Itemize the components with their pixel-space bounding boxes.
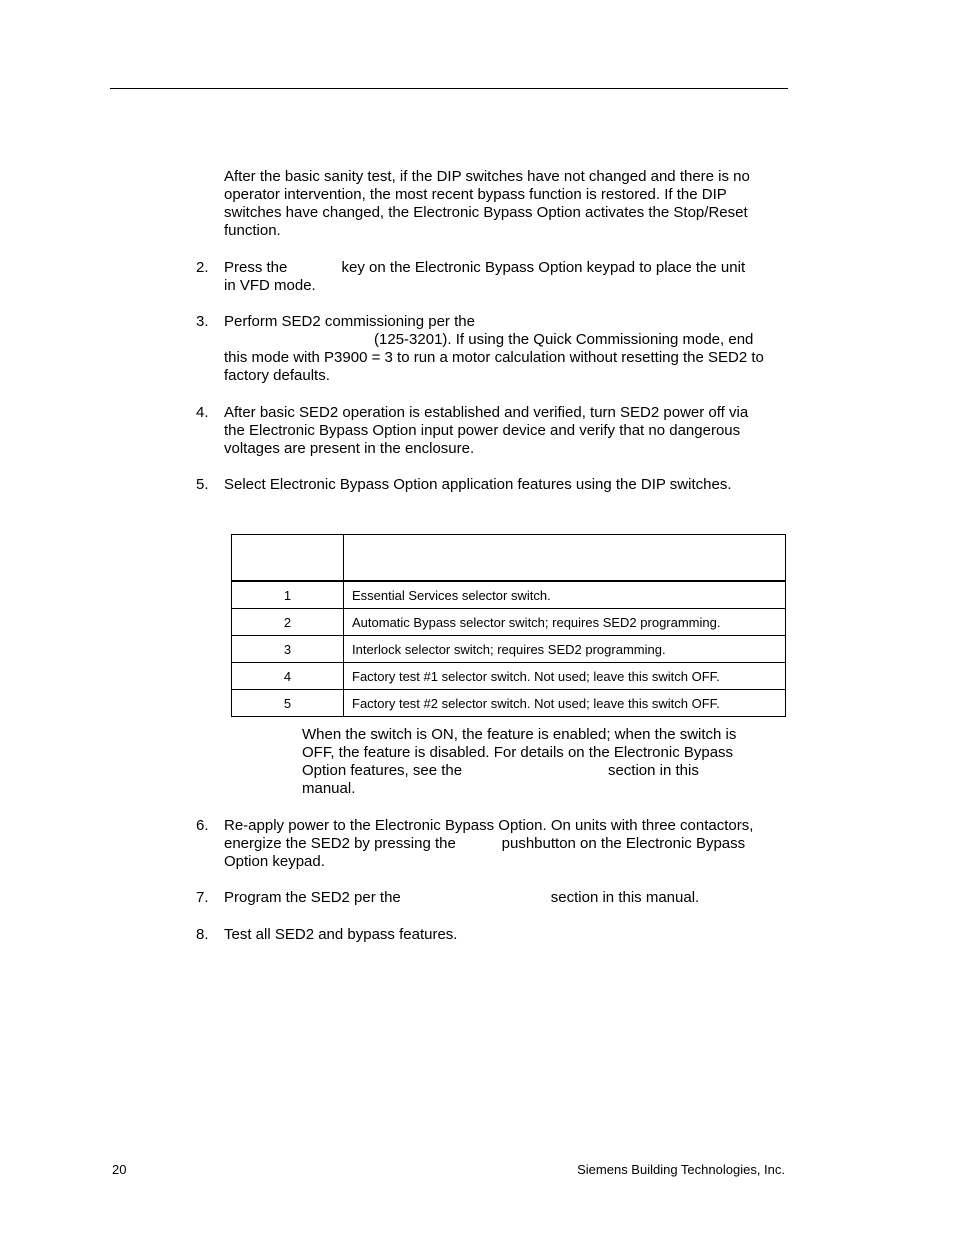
step-8-text	[224, 926, 789, 944]
intro-line: function.	[224, 222, 281, 239]
step-line: Select Electronic Bypass Option application features using the DIP switches.	[224, 476, 732, 493]
step-line: this mode with P3900 = 3 to run a motor calculation without resetting the SED2 to	[224, 349, 764, 366]
note-line: When the switch is ON, the feature is enabled; when the switch is	[302, 726, 737, 743]
switch-function: Factory test #1 selector switch. Not used; leave this switch OFF.	[344, 663, 786, 690]
switch-number: 5	[232, 690, 344, 717]
step-line: factory defaults.	[224, 367, 330, 384]
header-rule	[110, 88, 788, 89]
step-6-text	[224, 817, 789, 871]
step-line: Perform SED2 commissioning per the	[224, 313, 475, 330]
intro-line: operator intervention, the most recent bypass function is restored. If the DIP	[224, 186, 727, 203]
intro-line: switches have changed, the Electronic Bypass Option activates the Stop/Reset	[224, 204, 748, 221]
table-row	[232, 581, 786, 609]
step-number: 4.	[196, 404, 209, 421]
switch-function: Factory test #2 selector switch. Not used; leave this switch OFF.	[344, 690, 786, 717]
table-header-cell	[232, 535, 344, 582]
switch-function: Interlock selector switch; requires SED2 programming.	[344, 636, 786, 663]
step-line: Program the SED2 per the section in this manual.	[224, 889, 700, 906]
step-number: 2.	[196, 259, 209, 276]
note-line: OFF, the feature is disabled. For details on the Electronic Bypass	[302, 744, 734, 761]
step-line: After basic SED2 operation is established and verified, turn SED2 power off via	[224, 404, 749, 421]
step-line: Test all SED2 and bypass features.	[224, 926, 458, 943]
step-2-text	[224, 259, 789, 295]
table-row	[232, 609, 786, 636]
step-line: Option keypad.	[224, 853, 325, 870]
dip-switch-table	[231, 534, 786, 717]
switch-number: 1	[232, 581, 344, 609]
switch-number: 3	[232, 636, 344, 663]
step-line: Press the key on the Electronic Bypass Option keypad to place the unit	[224, 259, 746, 276]
step-4-text	[224, 404, 789, 458]
switch-function: Essential Services selector switch.	[344, 581, 786, 609]
step-7-text	[224, 889, 789, 907]
step-line: energize the SED2 by pressing the pushbutton on the Electronic Bypass	[224, 835, 746, 852]
step-3-text	[224, 313, 789, 385]
note-line: manual.	[302, 780, 356, 797]
page-number: 20	[112, 1162, 127, 1177]
step-number: 8.	[196, 926, 209, 943]
footer-company: Siemens Building Technologies, Inc.	[577, 1162, 785, 1177]
step-number: 3.	[196, 313, 209, 330]
table-note	[302, 726, 762, 798]
intro-line: After the basic sanity test, if the DIP switches have not changed and there is no	[224, 168, 750, 185]
table-row	[232, 663, 786, 690]
switch-function: Automatic Bypass selector switch; requires SED2 programming.	[344, 609, 786, 636]
step-line: (125-3201). If using the Quick Commissioning mode, end	[224, 331, 754, 348]
step-line: Re-apply power to the Electronic Bypass Option. On units with three contactors,	[224, 817, 754, 834]
table-row	[232, 636, 786, 663]
table-header-row	[232, 535, 786, 582]
step-number: 6.	[196, 817, 209, 834]
step-5-text	[224, 476, 789, 494]
table-row	[232, 690, 786, 717]
note-line: Option features, see the section in this	[302, 762, 699, 779]
intro-paragraph	[224, 168, 789, 240]
step-number: 7.	[196, 889, 209, 906]
switch-number: 4	[232, 663, 344, 690]
step-line: the Electronic Bypass Option input power device and verify that no dangerous	[224, 422, 741, 439]
step-line: in VFD mode.	[224, 277, 316, 294]
step-line: voltages are present in the enclosure.	[224, 440, 475, 457]
step-number: 5.	[196, 476, 209, 493]
switch-number: 2	[232, 609, 344, 636]
table-header-cell	[344, 535, 786, 582]
